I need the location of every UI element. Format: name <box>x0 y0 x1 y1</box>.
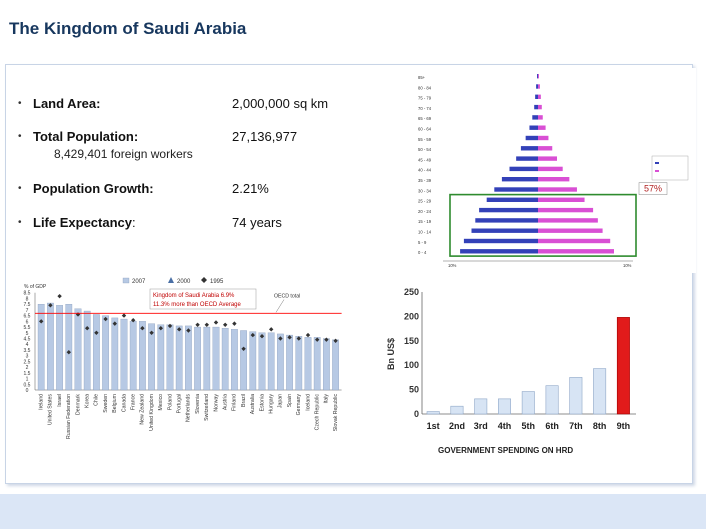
oecd-y-tick: 1 <box>25 376 29 383</box>
pyramid-female-bar <box>538 156 557 160</box>
pyramid-female-bar <box>538 229 603 233</box>
pyramid-male-bar <box>487 198 538 202</box>
oecd-y-tick: 5 <box>25 330 29 337</box>
pyramid-legend <box>652 156 688 180</box>
pyramid-age-label: 25 - 29 <box>418 198 432 204</box>
pyramid-male-bar <box>535 95 538 99</box>
pyramid-male-bar <box>536 84 538 88</box>
oecd-category-label: Ireland <box>38 394 45 410</box>
hrd-y-tick: 50 <box>408 384 419 395</box>
oecd-y-tick: 4.5 <box>23 336 31 343</box>
fact-value-land-area: 2,000,000 sq km <box>232 96 329 111</box>
oecd-y-tick: 8 <box>25 296 29 303</box>
government-spending-chart <box>380 278 642 468</box>
oecd-reference-label: OECD total <box>274 293 301 300</box>
oecd-category-label: Austria <box>222 394 229 411</box>
pyramid-female-bar <box>538 74 539 78</box>
hrd-category-label: 8th <box>592 421 607 431</box>
oecd-category-label: Mexico <box>158 394 165 411</box>
fact-label-land-area: Land Area: <box>33 96 101 111</box>
pyramid-male-bar <box>516 156 538 160</box>
oecd-bar-2007 <box>250 332 256 390</box>
pyramid-age-label: 0 - 4 <box>418 250 427 256</box>
hrd-y-tick: 200 <box>403 311 419 322</box>
oecd-annotation-line2: 11.3% more than OECD Average <box>153 302 241 308</box>
oecd-y-tick: 0.5 <box>23 382 31 389</box>
fact-label-colon: : <box>132 215 136 230</box>
oecd-category-label: United Kingdom <box>148 394 155 431</box>
pyramid-age-label: 35 - 39 <box>418 178 432 183</box>
pyramid-age-label: 20 - 24 <box>418 208 432 214</box>
hrd-x-axis-label: GOVERNMENT SPENDING ON HRD <box>438 446 574 455</box>
pyramid-male-bar <box>521 146 538 150</box>
bullet: • <box>18 217 22 228</box>
pyramid-male-bar <box>526 136 538 140</box>
hrd-category-label: 1st <box>426 421 440 431</box>
pyramid-female-bar <box>538 126 546 130</box>
oecd-legend-label: 2000 <box>177 279 191 285</box>
oecd-bar-2007 <box>323 339 329 391</box>
oecd-y-tick: 0 <box>25 388 29 394</box>
pyramid-female-bar <box>538 84 540 88</box>
oecd-category-label: Canada <box>121 394 128 413</box>
oecd-bar-2007 <box>268 333 274 390</box>
oecd-category-label: Netherlands <box>185 394 192 422</box>
pyramid-male-bar <box>464 239 538 243</box>
pyramid-age-label: 40 - 44 <box>418 167 432 173</box>
hrd-y-axis-label: Bn US$ <box>386 337 396 371</box>
pyramid-female-bar <box>538 105 542 109</box>
oecd-bar-2007 <box>185 326 191 390</box>
pyramid-age-label: 10 - 14 <box>418 229 432 235</box>
hrd-category-label: 3rd <box>473 421 488 431</box>
pyramid-male-bar <box>529 126 538 130</box>
oecd-category-label: Chile <box>93 394 100 406</box>
oecd-category-label: Russian Federation <box>66 394 73 439</box>
fact-label-text: Life Expectancy <box>33 215 132 230</box>
hrd-y-tick: 0 <box>413 409 419 419</box>
oecd-bar-2007 <box>332 340 338 390</box>
hrd-y-tick: 100 <box>403 360 419 371</box>
pyramid-legend-swatch-male <box>655 162 659 164</box>
fact-label-population-growth: Population Growth: <box>33 181 154 196</box>
oecd-legend-swatch <box>123 278 129 283</box>
hrd-category-label: 4th <box>497 421 512 431</box>
oecd-category-label: France <box>130 394 137 411</box>
pyramid-age-label: 55 - 59 <box>418 136 432 142</box>
oecd-category-label: Hungary <box>268 394 275 414</box>
oecd-bar-2007 <box>231 329 237 390</box>
hrd-bar <box>570 377 582 414</box>
oecd-y-tick: 3.5 <box>23 347 31 354</box>
oecd-bar-2007 <box>75 309 81 390</box>
oecd-annotation-line1: Kingdom of Saudi Arabia 6.9% <box>153 293 235 299</box>
oecd-bar-2007 <box>314 337 320 390</box>
oecd-category-label: Korea <box>84 394 91 408</box>
oecd-category-label: Germany <box>296 394 303 416</box>
oecd-category-label: Slovak Republic <box>332 394 339 432</box>
fact-value-total-population: 27,136,977 <box>232 129 298 144</box>
pyramid-male-bar <box>472 229 539 233</box>
pyramid-male-bar <box>494 187 538 191</box>
oecd-category-label: Switzerland <box>204 394 211 421</box>
oecd-legend-label: 1995 <box>210 279 224 285</box>
hrd-category-label: 7th <box>569 421 583 431</box>
oecd-y-tick: 7.5 <box>23 302 31 309</box>
oecd-bar-2007 <box>277 334 283 390</box>
oecd-bar-2007 <box>204 327 210 390</box>
oecd-bar-2007 <box>84 311 90 390</box>
oecd-category-label: Australia <box>250 394 257 415</box>
oecd-y-tick: 1.5 <box>23 370 31 377</box>
pyramid-female-bar <box>538 95 541 99</box>
oecd-bar-2007 <box>222 328 228 390</box>
bullet: • <box>18 131 22 142</box>
oecd-bar-2007 <box>130 321 136 390</box>
hrd-category-label: 9th <box>616 421 631 431</box>
oecd-bar-2007 <box>112 318 118 390</box>
population-pyramid-chart <box>398 68 696 273</box>
oecd-bar-2007 <box>296 336 302 390</box>
pyramid-male-bar <box>537 74 538 78</box>
oecd-category-label: Iceland <box>305 394 312 411</box>
oecd-y-tick: 6 <box>25 319 29 326</box>
pyramid-age-label: 80 - 84 <box>418 85 432 91</box>
oecd-bar-2007 <box>56 305 62 390</box>
oecd-category-label: Sweden <box>102 394 109 413</box>
oecd-category-label: New Zealand <box>139 394 146 425</box>
oecd-bar-2007 <box>38 304 44 390</box>
pyramid-age-label: 65 - 69 <box>418 116 432 122</box>
pyramid-male-bar <box>479 208 538 212</box>
hrd-bar <box>475 399 487 414</box>
pyramid-age-label: 45 - 49 <box>418 157 432 163</box>
oecd-y-tick: 8.5 <box>23 290 31 297</box>
oecd-category-label: Estonia <box>259 394 266 412</box>
hrd-bar <box>617 317 629 414</box>
oecd-bar-2007 <box>167 325 173 390</box>
oecd-bar-2007 <box>158 325 164 390</box>
hrd-y-tick: 150 <box>403 335 419 346</box>
oecd-y-tick: 2 <box>25 365 29 372</box>
pyramid-age-label: 15 - 19 <box>418 219 432 225</box>
pyramid-annotation-text: 57% <box>644 183 663 194</box>
oecd-bar-2007 <box>176 326 182 390</box>
fact-value-population-growth: 2.21% <box>232 181 269 196</box>
fact-label-life-expectancy <box>33 215 136 230</box>
oecd-y-tick: 2.5 <box>23 359 31 366</box>
oecd-category-label: Japan <box>277 394 284 409</box>
hrd-bar <box>522 392 534 414</box>
oecd-category-label: Finland <box>231 394 238 412</box>
pyramid-age-label: 60 - 64 <box>418 126 432 132</box>
oecd-bar-2007 <box>66 304 72 390</box>
oecd-bar-2007 <box>240 330 246 390</box>
pyramid-male-bar <box>502 177 538 181</box>
hrd-bar <box>498 399 510 414</box>
hrd-bar <box>427 412 439 414</box>
pyramid-male-bar <box>510 167 539 171</box>
oecd-bar-2007 <box>102 316 108 390</box>
pyramid-female-bar <box>538 208 593 212</box>
fact-sub-foreign-workers: 8,429,401 foreign workers <box>54 147 193 161</box>
pyramid-female-bar <box>538 187 577 191</box>
pyramid-female-bar <box>538 146 552 150</box>
oecd-y-tick: 4 <box>25 342 29 349</box>
pyramid-female-bar <box>538 177 569 181</box>
pyramid-age-label: 85+ <box>418 75 426 80</box>
hrd-y-tick: 250 <box>403 287 419 297</box>
hrd-bar <box>546 386 558 414</box>
oecd-y-axis-label: % of GDP <box>24 284 47 290</box>
pyramid-male-bar <box>534 105 538 109</box>
oecd-y-tick: 5.5 <box>23 325 31 332</box>
pyramid-age-label: 70 - 74 <box>418 105 432 111</box>
hrd-category-label: 2nd <box>448 421 465 431</box>
pyramid-female-bar <box>538 239 610 243</box>
pyramid-male-bar <box>460 249 538 253</box>
oecd-category-label: Norway <box>213 394 220 412</box>
page-title: The Kingdom of Saudi Arabia <box>9 19 247 38</box>
oecd-bar-2007 <box>139 321 145 390</box>
hrd-bar <box>593 369 605 414</box>
oecd-legend-label: 2007 <box>132 279 146 285</box>
oecd-bar-2007 <box>305 337 311 390</box>
oecd-category-label: Slovenia <box>194 394 201 414</box>
education-spending-chart <box>18 272 339 477</box>
bullet: • <box>18 183 22 194</box>
oecd-y-tick: 3 <box>25 353 29 360</box>
pyramid-legend-swatch-female <box>655 170 659 172</box>
oecd-category-label: Czech Republic <box>314 394 321 431</box>
oecd-category-label: Portugal <box>176 394 183 414</box>
oecd-bar-2007 <box>121 319 127 390</box>
oecd-bar-2007 <box>286 335 292 390</box>
hrd-category-label: 5th <box>521 421 536 431</box>
pyramid-female-bar <box>538 115 543 119</box>
pyramid-age-label: 75 - 79 <box>418 95 432 101</box>
oecd-bar-2007 <box>213 327 219 390</box>
pyramid-x-tick-right: 10% <box>623 263 632 268</box>
footer-bar <box>0 494 706 529</box>
bullet: • <box>18 98 22 109</box>
fact-label-total-population: Total Population: <box>33 129 139 144</box>
pyramid-female-bar <box>538 218 598 222</box>
hrd-bar <box>451 406 463 414</box>
pyramid-female-bar <box>538 249 614 253</box>
pyramid-female-bar <box>538 198 585 202</box>
oecd-category-label: Brazil <box>240 394 247 407</box>
oecd-category-label: Denmark <box>75 394 82 416</box>
pyramid-age-label: 5 - 9 <box>418 239 427 245</box>
oecd-category-label: Poland <box>167 394 174 411</box>
pyramid-female-bar <box>538 136 548 140</box>
oecd-y-tick: 6.5 <box>23 313 31 320</box>
oecd-category-label: Italy <box>323 394 330 404</box>
pyramid-male-bar <box>532 115 538 119</box>
pyramid-male-bar <box>475 218 538 222</box>
oecd-category-label: Belgium <box>112 394 119 413</box>
oecd-y-tick: 7 <box>25 307 29 314</box>
hrd-category-label: 6th <box>545 421 559 431</box>
oecd-bar-2007 <box>47 303 53 390</box>
oecd-bar-2007 <box>194 327 200 390</box>
oecd-bar-2007 <box>93 314 99 390</box>
oecd-category-label: Israel <box>56 394 63 407</box>
fact-value-life-expectancy: 74 years <box>232 215 282 230</box>
pyramid-age-label: 50 - 54 <box>418 147 432 153</box>
oecd-category-label: United States <box>47 394 54 426</box>
oecd-category-label: Spain <box>286 394 293 408</box>
pyramid-x-tick-left: 10% <box>448 263 457 268</box>
pyramid-female-bar <box>538 167 563 171</box>
pyramid-age-label: 30 - 34 <box>418 188 432 194</box>
oecd-bar-2007 <box>259 333 265 390</box>
